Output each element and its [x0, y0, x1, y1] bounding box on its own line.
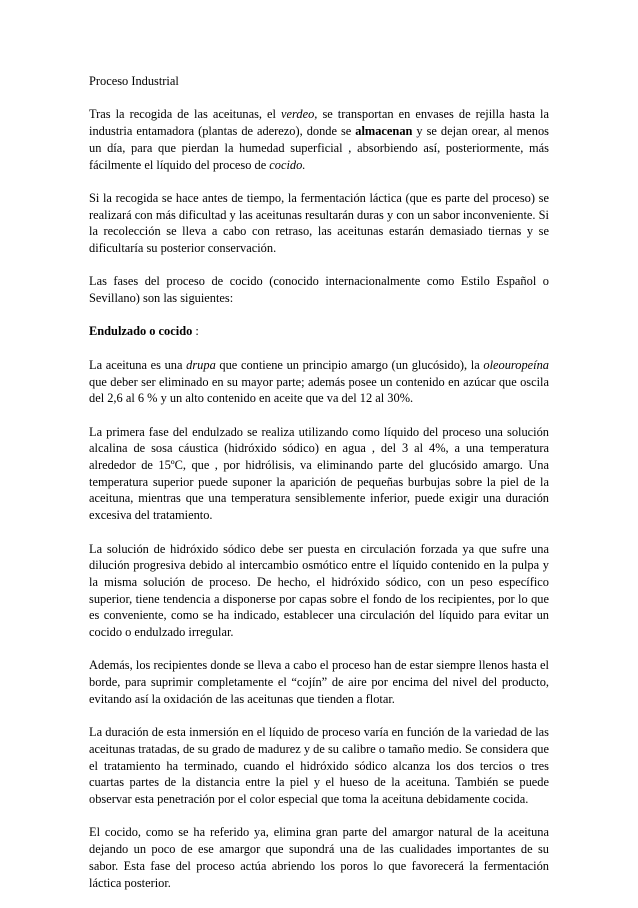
paragraph-cocido-final: El cocido, como se ha referido ya, elimina gran parte del amargor natural de la aceituna dejando un poco de ese amargor que supondrá una de las cualidades importantes de su sabor. Esta fase del proceso actúa abriendo los poros lo que favorecerá la fermentación láctica posterior.	[89, 825, 549, 890]
document-page	[89, 73, 549, 908]
paragraph-recogida	[89, 106, 549, 173]
paragraph-fermentacion: Si la recogida se hace antes de tiempo, la fermentación láctica (que es parte del proceso) se realizará con más dificultad y las aceitunas resultarán duras y con un sabor inconveniente. Si la recolección se lleva a cabo con retraso, las aceitunas estarán demasiado tiernas y se dificultaría su posterior conservación.	[89, 190, 549, 255]
italic-term-cocido: cocido.	[269, 157, 306, 172]
paragraph-text: y se dejan orear, al menos un día, para que pierdan la humedad superficial , absorbiendo así, posteriormente, más fácilmente el líquido del proceso de	[89, 124, 549, 172]
paragraph-drupa	[89, 357, 549, 407]
paragraph-duracion: La duración de esta inmersión en el líquido de proceso varía en función de la variedad de las aceitunas tratadas, de su grado de madurez y de su calibre o tamaño medio. Se considera que el tratamiento ha terminado, cuando el hidróxido sódico alcanza los dos tercios o tres cuartas partes de la distancia entre la piel y el hueso de la aceituna. También se puede observar esta penetración por el color especial que toma la aceituna debidamente cocida.	[89, 725, 549, 807]
bold-term-almacenan: almacenan	[355, 124, 413, 139]
italic-term-oleouropeina: oleouropeína	[483, 357, 549, 372]
paragraph-primera-fase: La primera fase del endulzado se realiza utilizando como líquido del proceso una solución alcalina de sosa cáustica (hidróxido sódico) en agua , del 3 al 4%, a una temperatura alrededor de 15ºC, que , por hidrólisis, va eliminando parte del glucósido amargo. Una temperatura superior puede suponer la aparición de pequeñas burbujas sobre la piel de la aceituna, mientras que una temperatura sensiblemente inferior, puede exigir una duración excesiva del tratamiento.	[89, 424, 549, 523]
heading-colon: :	[192, 324, 199, 339]
paragraph-text: La aceituna es una	[89, 357, 187, 372]
italic-term-verdeo: verdeo,	[281, 107, 318, 122]
paragraph-text: que contiene un principio amargo (un glucósido), la	[215, 357, 484, 372]
paragraph-fases: Las fases del proceso de cocido (conocido internacionalmente como Estilo Español o Sevillano) son las siguientes:	[89, 274, 549, 306]
paragraph-recipientes: Además, los recipientes donde se lleva a cabo el proceso han de estar siempre llenos hasta el borde, para suprimir completamente el “cojín” de aire por encima del nivel del producto, evitando así la oxidación de las aceitunas que tienden a flotar.	[89, 658, 549, 706]
paragraph-text: se transportan en envases de rejilla hasta la industria entamadora (plantas de aderezo), donde se	[89, 107, 549, 139]
paragraph-text: Tras la recogida de las aceitunas, el	[89, 107, 282, 122]
paragraph-text: que deber ser eliminado en su mayor parte; además posee un contenido en azúcar que oscila del 2,6 al 6 % y un alto contenido en aceite que va del 12 al 30%.	[89, 374, 549, 406]
section-heading	[89, 323, 549, 340]
document-title: Proceso Industrial	[89, 74, 179, 88]
paragraph-solucion: La solución de hidróxido sódico debe ser puesta en circulación forzada ya que sufre una dilución progresiva debido al intercambio osmótico entre el líquido contenido en la pulpa y la misma solución de proceso. De hecho, el hidróxido sódico, con un peso específico superior, tiene tendencia a disponerse por capas sobre el fondo de los recipientes, por lo que es conveniente, como se ha indicado, establecer una circulación del líquido para evitar un cocido o endulzado irregular.	[89, 541, 549, 640]
italic-term-drupa: drupa	[186, 357, 216, 372]
heading-endulzado: Endulzado o cocido	[89, 324, 193, 339]
